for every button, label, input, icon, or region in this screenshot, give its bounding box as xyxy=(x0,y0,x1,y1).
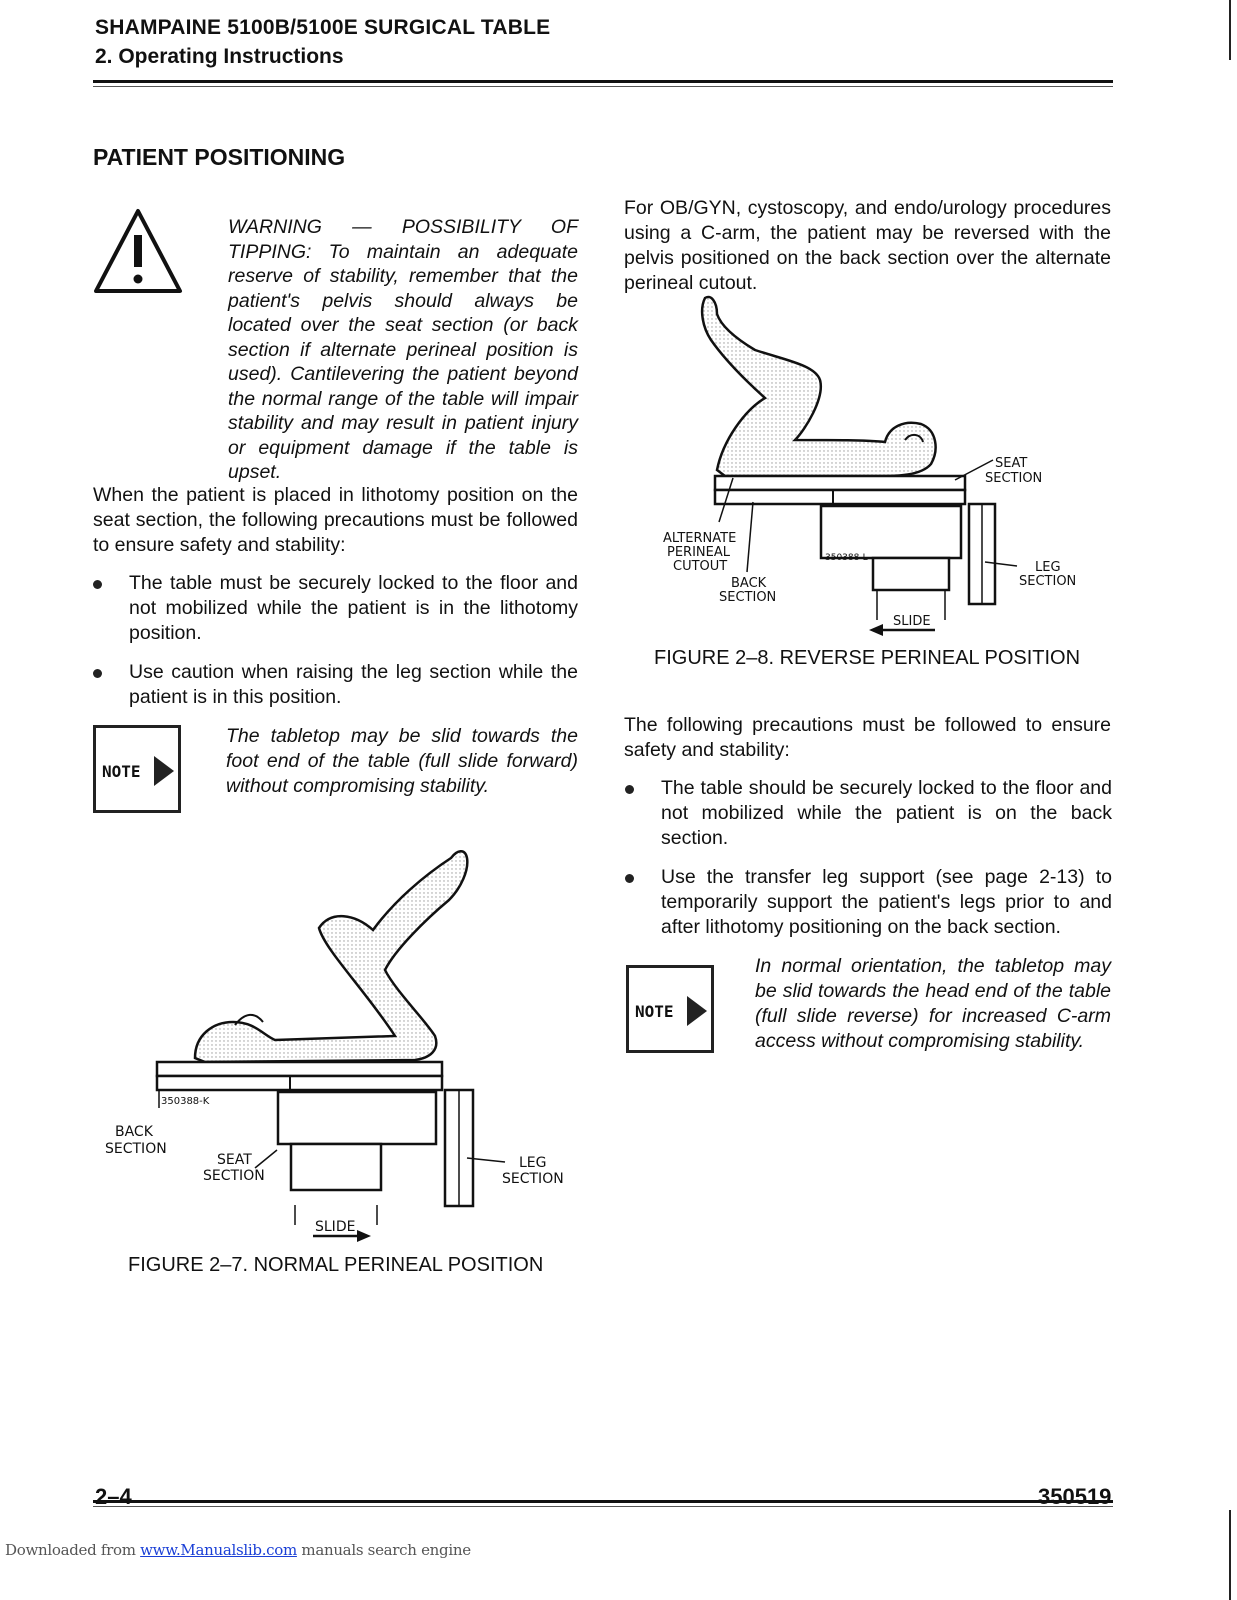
document-number: 350519 xyxy=(1038,1484,1112,1509)
leg-section-label: LEG xyxy=(519,1155,547,1171)
seat-section-label: SEAT xyxy=(217,1152,252,1168)
figure-reverse-perineal xyxy=(655,290,1095,640)
back-section-label-2: SECTION xyxy=(719,590,777,605)
seat-section-label-2: SECTION xyxy=(985,471,1043,486)
part-number-label: 350388-K xyxy=(161,1096,210,1107)
warning-text: WARNING — POSSIBILITY OF TIPPING: To maintain an adequate reserve of stability, remember that the patient's pelvis should always be located over the seat section (or back section if alternate perineal position is used). Cantilevering the patient beyond the normal range of the table will impair stability and may result in patient injury or equipment damage if the table is upset. xyxy=(228,216,578,483)
precautions-intro: The following precautions must be followed to ensure safety and stability: xyxy=(624,714,1111,761)
chapter-title: 2. Operating Instructions xyxy=(95,45,344,68)
back-section-label: BACK xyxy=(731,576,767,591)
header-rule xyxy=(93,80,1113,83)
warning-triangle-icon xyxy=(92,205,184,297)
slide-label: SLIDE xyxy=(893,614,931,629)
header-rule-thin xyxy=(93,86,1113,87)
seat-section-label: SEAT xyxy=(995,456,1028,471)
footer-rule xyxy=(93,1500,1113,1503)
leg-section-label: LEG xyxy=(1035,560,1061,575)
figure-normal-perineal xyxy=(95,840,575,1250)
slide-label: SLIDE xyxy=(315,1219,356,1235)
bullet-icon xyxy=(93,669,102,678)
leg-section-label-2: SECTION xyxy=(1019,574,1077,589)
document-title: SHAMPAINE 5100B/5100E SURGICAL TABLE xyxy=(95,16,551,39)
list-item: Use caution when raising the leg section while the patient is in this position. xyxy=(93,660,578,710)
reverse-intro: For OB/GYN, cystoscopy, and endo/urology procedures using a C-arm, the patient may be reversed with the pelvis positioned on the back section over the alternate perineal cutout. xyxy=(624,197,1111,294)
right-bullet-list xyxy=(625,776,1112,954)
seat-section-label-2: SECTION xyxy=(203,1168,265,1184)
figure-caption-reverse: FIGURE 2–8. REVERSE PERINEAL POSITION xyxy=(654,647,1081,669)
bullet-icon xyxy=(625,785,634,794)
page-edge-mark-bottom xyxy=(1229,1510,1231,1600)
note-text-left: The tabletop may be slid towards the foot end of the table (full slide forward) without compromising stability. xyxy=(226,725,578,797)
footer-rule-thin xyxy=(93,1506,1113,1507)
note-badge: NOTE xyxy=(626,965,714,1053)
back-section-label: BACK xyxy=(115,1124,153,1140)
alternate-cutout-label: ALTERNATE xyxy=(663,531,737,546)
page-edge-mark xyxy=(1229,0,1231,60)
arrow-right-icon xyxy=(154,756,174,786)
note-text-right: In normal orientation, the tabletop may be slid towards the head end of the table (full slide reverse) for increased C-arm access without compromising stability. xyxy=(755,955,1111,1052)
bullet-icon xyxy=(93,580,102,589)
leg-section-label-2: SECTION xyxy=(502,1171,564,1187)
manualslib-link[interactable]: www.Manualslib.com xyxy=(140,1541,297,1559)
alternate-cutout-label-3: CUTOUT xyxy=(673,559,728,574)
list-item: The table must be securely locked to the floor and not mobilized while the patient is in the lithotomy position. xyxy=(93,571,578,646)
page-number: 2–4 xyxy=(95,1484,132,1509)
list-item: The table should be securely locked to the floor and not mobilized while the patient is on the back section. xyxy=(625,776,1112,851)
section-title: PATIENT POSITIONING xyxy=(93,144,346,170)
bullet-icon xyxy=(625,874,634,883)
download-footer: Downloaded from www.Manualslib.com manuals search engine xyxy=(5,1541,471,1559)
back-section-label-2: SECTION xyxy=(105,1141,167,1157)
left-bullet-list xyxy=(93,571,578,724)
note-badge: NOTE xyxy=(93,725,181,813)
part-number-label: 350388-L xyxy=(825,553,868,563)
arrow-right-icon xyxy=(687,996,707,1026)
figure-caption-normal: FIGURE 2–7. NORMAL PERINEAL POSITION xyxy=(128,1254,544,1276)
lithotomy-intro: When the patient is placed in lithotomy position on the seat section, the following precautions must be followed to ensure safety and stability: xyxy=(93,484,578,556)
alternate-cutout-label-2: PERINEAL xyxy=(667,545,730,560)
list-item: Use the transfer leg support (see page 2-13) to temporarily support the patient's legs prior to and after lithotomy positioning on the back section. xyxy=(625,865,1112,940)
